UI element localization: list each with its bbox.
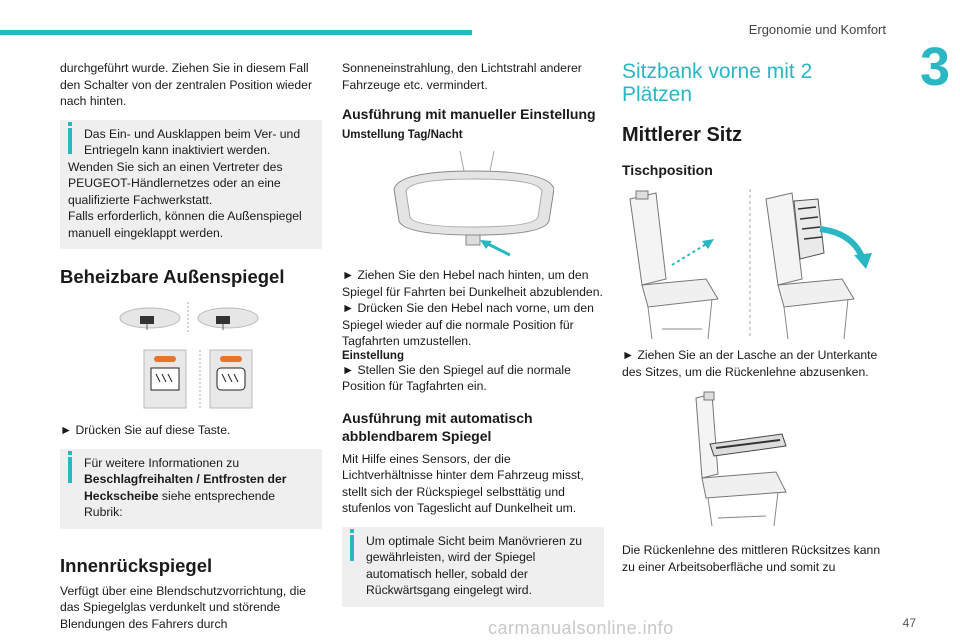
watermark: carmanualsonline.info	[488, 618, 674, 638]
heading-front-bench: Sitzbank vorne mit 2 Plätzen	[622, 60, 813, 106]
heated-mirror-illustration	[110, 300, 270, 412]
table-position-illustration	[666, 390, 806, 530]
heading-interior-mirror: Innenrückspiegel	[60, 554, 213, 576]
info-box-folding	[60, 120, 322, 250]
info-icon	[350, 529, 354, 533]
info-box-reverse	[342, 527, 604, 607]
subheading-day-night: Umstellung Tag/Nacht	[342, 129, 463, 141]
auto-dimming-paragraph: Mit Hilfe eines Sensors, der die Lichtverhältnisse hinter dem Fahrzeug misst, stellt sich der Rückspiegel selbsttätig und stufenlos von Tageslicht auf Dunkelheit um.	[342, 451, 584, 515]
table-position-illustration	[666, 390, 884, 530]
step-setting: ► Stellen Sie den Spiegel auf die normale Position für Tagfahrten ein.	[342, 362, 571, 393]
press-button-text: ► Drücken Sie auf diese Taste.	[60, 423, 231, 437]
step-day: ► Drücken Sie den Hebel nach vorne, um den Spiegel wieder auf die normale Position für Tagfahrten umzustellen.	[342, 301, 594, 348]
info-icon	[68, 451, 72, 455]
rear-view-mirror-illustration	[384, 149, 554, 259]
column-1	[60, 60, 322, 632]
seat-fold-illustration	[622, 189, 884, 341]
rear-view-mirror-illustration	[384, 149, 604, 259]
info-text: Falls erforderlich, können die Außenspiegel manuell eingeklappt werden.	[68, 209, 302, 240]
column-3	[622, 60, 884, 575]
heading-heated-mirrors: Beheizbare Außenspiegel	[60, 266, 285, 287]
heading-manual-adjust: Ausführung mit manueller Einstellung	[342, 106, 596, 122]
subheading-setting: Einstellung	[342, 349, 404, 362]
pull-tab-text: ► Ziehen Sie an der Lasche an der Unterkante des Sitzes, um die Rückenlehne abzusenken.	[622, 348, 878, 379]
heading-middle-seat: Mittlerer Sitz	[622, 124, 743, 146]
heated-mirror-illustration	[110, 300, 322, 412]
page-number: 47	[902, 616, 916, 630]
info-text: Für weitere Informationen zu Beschlagfreihalten / Entfrosten der Heckscheibe siehe entsprechende Rubrik:	[84, 455, 287, 519]
step-night: ► Ziehen Sie den Hebel nach hinten, um den Spiegel für Fahrten bei Dunkelheit abzublenden.	[342, 268, 603, 299]
bottom-paragraph: Die Rückenlehne des mittleren Rücksitzes kann zu einer Arbeitsoberfläche und somit zu	[622, 543, 881, 574]
defrost-reference: Beschlagfreihalten / Entfrosten der Heckscheibe	[84, 472, 287, 503]
heading-table-position: Tischposition	[622, 162, 713, 178]
header-accent-bar	[0, 30, 472, 35]
heading-auto-dimming: Ausführung mit automatisch abblendbarem Spiegel	[342, 409, 533, 444]
mirror-paragraph: Verfügt über eine Blendschutzvorrichtung, die das Spiegelglas verdunkelt und störende Blendungen des Fahrers durch	[60, 583, 306, 631]
info-text: Das Ein- und Ausklappen beim Ver- und Entriegeln kann inaktiviert werden.	[84, 126, 301, 157]
info-text: Wenden Sie sich an einen Vertreter des PEUGEOT-Händlernetzes oder an eine qualifizierte Fachwerkstatt.	[68, 159, 283, 207]
intro-paragraph: durchgeführt wurde. Ziehen Sie in diesem Fall den Schalter von der zentralen Position wieder nach hinten.	[60, 61, 313, 108]
column-2	[342, 60, 604, 607]
seat-fold-illustration	[622, 189, 884, 341]
continuation-paragraph: Sonneneinstrahlung, den Lichtstrahl anderer Fahrzeuge etc. vermindert.	[342, 61, 582, 92]
chapter-number: 3	[919, 37, 950, 97]
info-icon	[68, 122, 72, 126]
section-title: Ergonomie und Komfort	[748, 22, 886, 37]
info-text: Um optimale Sicht beim Manövrieren zu gewährleisten, wird der Spiegel automatisch heller, sobald der Rückwärtsgang eingelegt wird.	[366, 533, 583, 597]
info-box-defrost	[60, 449, 322, 529]
